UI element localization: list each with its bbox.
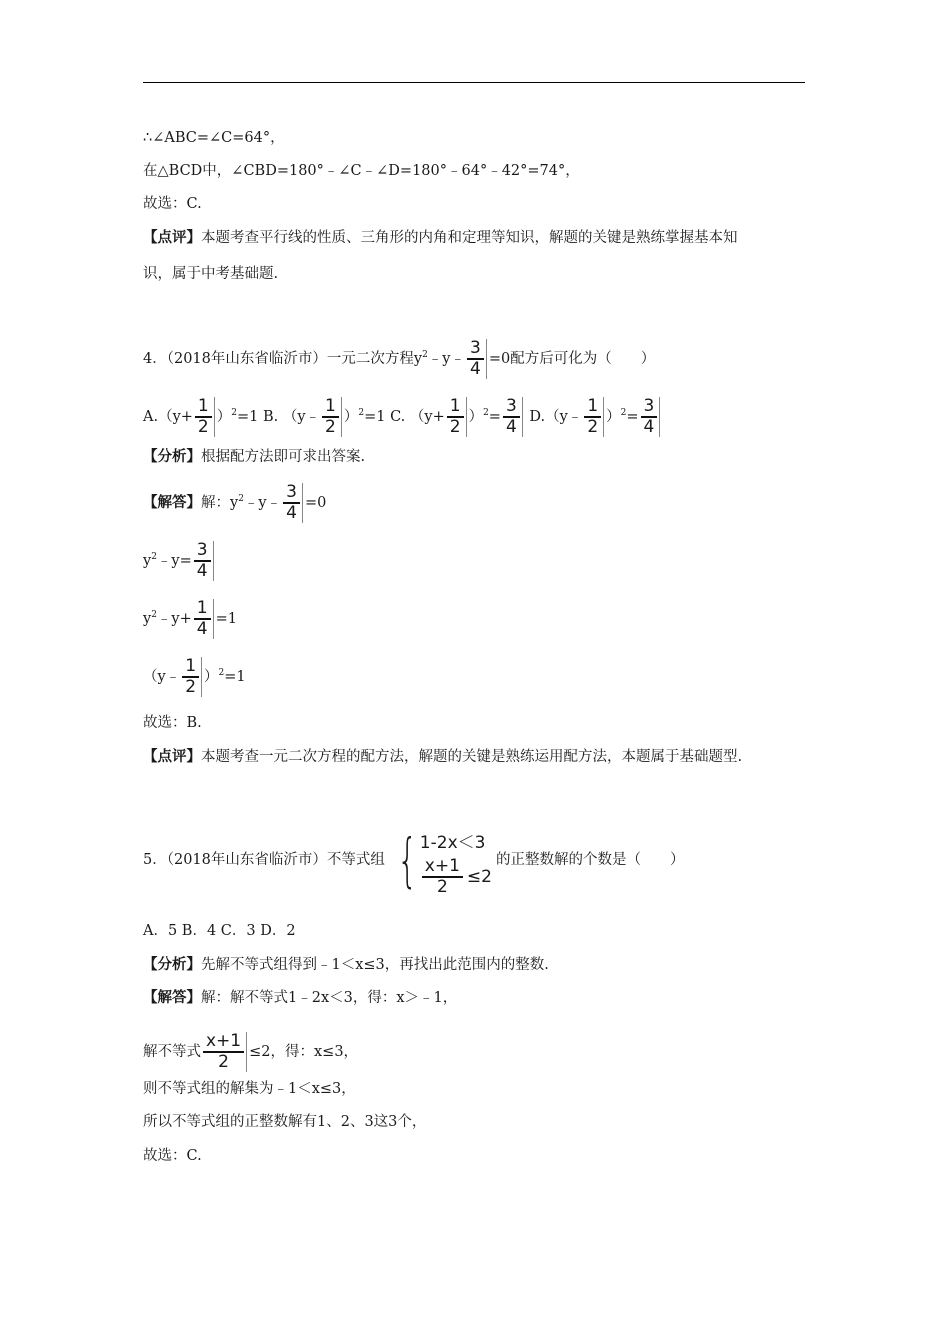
optB-post: ） bbox=[343, 409, 359, 425]
optD-eq: = bbox=[626, 409, 639, 425]
optA-post: ） bbox=[216, 409, 232, 425]
q5-step-1 bbox=[143, 1032, 358, 1072]
q4-answer bbox=[143, 483, 326, 523]
frac-den: 2 bbox=[197, 417, 209, 437]
text-line-3: 故选：C. bbox=[143, 196, 202, 212]
analysis-tag: 【分析】 bbox=[143, 956, 201, 973]
frac-den: 4 bbox=[286, 503, 297, 523]
s1-pre: y bbox=[143, 553, 152, 569]
s3-fraction bbox=[182, 657, 202, 697]
optA-exp: 2 bbox=[231, 408, 237, 418]
frac-num: x+1 bbox=[203, 1032, 244, 1053]
comment-line bbox=[143, 228, 738, 248]
comment-text: 本题考查一元二次方程的配方法，解题的关键是熟练运用配方法，本题属于基础题型. bbox=[201, 749, 743, 765]
frac-num: 3 bbox=[467, 339, 484, 360]
system-row-2-tail: ≤2 bbox=[466, 867, 492, 887]
s1-tail: ≤2，得：x≤3， bbox=[249, 1044, 359, 1060]
optB-fraction bbox=[322, 397, 342, 437]
s2-fraction bbox=[194, 599, 214, 639]
s3-tail: =1 bbox=[224, 669, 246, 685]
answer-text: 解：解不等式1﹣2x＜3，得：x＞﹣1， bbox=[201, 990, 458, 1006]
s2-pre: y bbox=[143, 611, 152, 627]
q5-tail: 的正整数解的个数是（ ） bbox=[495, 852, 685, 868]
inequality-system bbox=[389, 826, 492, 897]
system-fraction bbox=[422, 857, 465, 897]
q4-tail: =0配方后可化为（ ） bbox=[488, 351, 656, 367]
frac-num: 1 bbox=[182, 657, 199, 678]
frac-den: 4 bbox=[196, 561, 208, 581]
frac-den: 4 bbox=[643, 417, 655, 437]
optB-val: =1 C. bbox=[364, 409, 406, 425]
frac-num: 3 bbox=[641, 397, 658, 418]
q5-step-3: 所以不等式组的正整数解有1、2、3这3个， bbox=[143, 1114, 427, 1130]
system-row-2 bbox=[420, 856, 492, 897]
analysis-text: 根据配方法即可求出答案. bbox=[201, 449, 366, 465]
frac-den: 4 bbox=[196, 619, 208, 639]
answer-mid: ﹣y﹣ bbox=[243, 495, 282, 511]
q5-lead: 5．（2018年山东省临沂市）不等式组 bbox=[143, 852, 385, 868]
text-line-1: ∴∠ABC=∠C=64°， bbox=[143, 130, 285, 146]
q5-step-2: 则不等式组的解集为﹣1＜x≤3， bbox=[143, 1081, 356, 1097]
optB-pre: （y﹣ bbox=[282, 409, 321, 425]
q5-choose: 故选：C. bbox=[143, 1148, 202, 1164]
s2-exp: 2 bbox=[151, 610, 157, 620]
optC-eq: = bbox=[488, 409, 501, 425]
answer-pre: 解：y bbox=[201, 495, 239, 511]
optD-rfraction bbox=[641, 397, 661, 437]
optC-rfraction bbox=[503, 397, 523, 437]
q4-lead: 4．（2018年山东省临沂市）一元二次方程y bbox=[143, 351, 423, 367]
frac-den: 2 bbox=[449, 417, 461, 437]
q4-step-2 bbox=[143, 599, 237, 639]
comment-tag: 【点评】 bbox=[143, 748, 201, 765]
optA-val: =1 B. bbox=[236, 409, 279, 425]
frac-num: 1 bbox=[322, 397, 339, 418]
optA-fraction bbox=[195, 397, 215, 437]
optC-fraction bbox=[447, 397, 467, 437]
frac-num: 1 bbox=[194, 599, 211, 620]
frac-num: 3 bbox=[283, 483, 300, 504]
q4-analysis bbox=[143, 447, 365, 467]
s1-pre: 解不等式 bbox=[143, 1044, 201, 1060]
optD-label: D. bbox=[529, 409, 546, 425]
answer-exp: 2 bbox=[238, 494, 244, 504]
frac-num: 3 bbox=[503, 397, 520, 418]
q4-comment bbox=[143, 747, 742, 767]
q4-step-1 bbox=[143, 541, 216, 581]
optD-pre: （y﹣ bbox=[545, 409, 583, 425]
frac-den: 2 bbox=[587, 417, 599, 437]
s1-exp: 2 bbox=[151, 552, 157, 562]
s1-fraction bbox=[194, 541, 214, 581]
optD-fraction bbox=[584, 397, 604, 437]
q4-stem bbox=[143, 339, 655, 379]
header-rule bbox=[143, 82, 805, 83]
text-line-2: 在△BCD中，∠CBD=180°﹣∠C﹣∠D=180°﹣64°﹣42°=74°， bbox=[143, 163, 580, 179]
frac-den: 4 bbox=[470, 359, 481, 379]
q5-answer bbox=[143, 988, 457, 1008]
frac-num: 3 bbox=[194, 541, 211, 562]
system-row-1: 1-2x＜3 bbox=[419, 833, 486, 853]
frac-num: 1 bbox=[584, 397, 601, 418]
frac-num: x+1 bbox=[422, 857, 463, 878]
optD-exp: 2 bbox=[620, 408, 627, 418]
s3-exp: 2 bbox=[218, 668, 225, 678]
frac-den: 4 bbox=[505, 417, 517, 437]
s1-mid: ﹣y= bbox=[156, 553, 192, 569]
q4-fraction bbox=[467, 339, 487, 379]
optD-post: ） bbox=[606, 409, 621, 425]
comment-line-2: 识，属于中考基础题. bbox=[143, 266, 279, 282]
q5-analysis bbox=[143, 955, 549, 975]
s2-tail: =1 bbox=[215, 611, 237, 627]
comment-tag: 【点评】 bbox=[143, 229, 201, 246]
analysis-tag: 【分析】 bbox=[143, 448, 201, 465]
analysis-text: 先解不等式组得到﹣1＜x≤3，再找出此范围内的整数. bbox=[201, 957, 549, 973]
q4-exp: 2 bbox=[422, 350, 428, 360]
optB-exp: 2 bbox=[358, 408, 365, 418]
frac-den: 2 bbox=[185, 677, 197, 697]
frac-num: 1 bbox=[195, 397, 212, 418]
optA-pre: A.（y+ bbox=[143, 409, 193, 425]
q4-choose: 故选：B. bbox=[143, 715, 202, 731]
frac-den: 2 bbox=[218, 1052, 229, 1072]
answer-tail: =0 bbox=[304, 495, 327, 511]
optC-pre: （y+ bbox=[409, 409, 445, 425]
optC-exp: 2 bbox=[483, 408, 489, 418]
answer-tag: 【解答】 bbox=[143, 494, 201, 511]
frac-den: 2 bbox=[436, 877, 448, 897]
comment-text: 本题考查平行线的性质、三角形的内角和定理等知识，解题的关键是熟练掌握基本知 bbox=[201, 230, 738, 246]
frac-den: 2 bbox=[325, 417, 336, 437]
q5-options: A．5 B．4 C．3 D．2 bbox=[143, 923, 296, 939]
q5-stem bbox=[143, 822, 684, 898]
frac-num: 1 bbox=[447, 397, 464, 418]
optC-post: ） bbox=[468, 409, 484, 425]
q4-options bbox=[143, 397, 662, 437]
s3-post: ） bbox=[204, 669, 219, 685]
s3-pre: （y﹣ bbox=[143, 669, 181, 685]
answer-tag: 【解答】 bbox=[143, 989, 201, 1006]
brace-icon: { bbox=[397, 826, 418, 894]
s2-mid: ﹣y+ bbox=[156, 611, 192, 627]
q4-mid: ﹣y﹣ bbox=[427, 351, 466, 367]
q4-step-3 bbox=[143, 657, 246, 697]
system-rows bbox=[419, 826, 492, 897]
s1-fraction bbox=[203, 1032, 247, 1072]
answer-fraction bbox=[283, 483, 303, 523]
